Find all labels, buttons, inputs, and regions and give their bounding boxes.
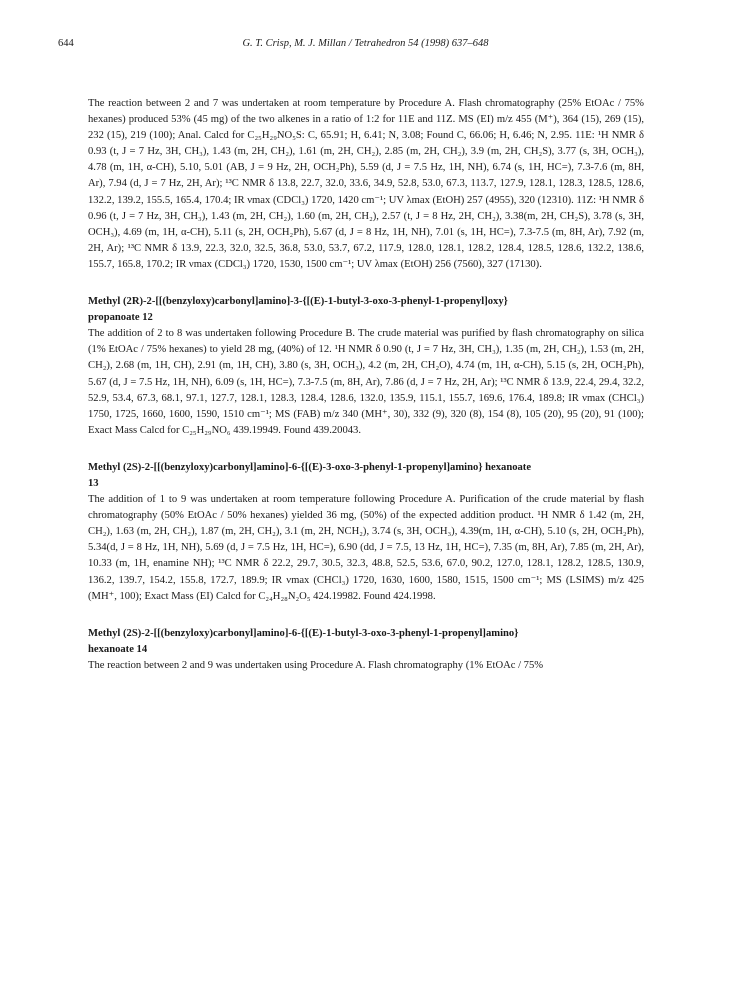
running-title: G. T. Crisp, M. J. Millan / Tetrahedron 54 (1998) 637–648: [242, 38, 489, 49]
section-paragraph: The addition of 1 to 9 was undertaken at room temperature following Procedure A. Purification of the crude material by flash chromatography (50% EtOAc / 50% hexanes) yielded 36 mg, (50%) of the expected addition product. ¹H NMR δ 1.42 (m, 2H, CH₂), 1.63 (m, 2H, CH₂), 1.87 (m, 2H, CH₂), 3.1 (m, 2H, NCH₂), 3.74 (s, 3H, OCH₃), 4.39(m, 1H, α-CH), 5.10 (s, 2H, OCH₂Ph), 5.34(d, J = 8 Hz, 1H, NH), 5.69 (d, J = 7.5 Hz, 1H, HC=), 6.90 (dd, J = 7.5, 13 Hz, 1H, HC=), 7.35 (m, 8H, Ar), 7.85 (m, 2H, Ar), 10.33 (m, 1H, enamine NH); ¹³C NMR δ 22.2, 29.7, 30.5, 32.3, 48.8, 52.5, 53.6, 67.0, 90.2, 127.0, 128.1, 128.2, 128.5, 130.9, 136.2, 139.7, 154.2, 155.8, 172.7, 189.9; IR νmax (CHCl₃) 1720, 1630, 1600, 1580, 1515, 1500 cm⁻¹; MS (LSIMS) m/z 425 (MH⁺, 100); Exact Mass (EI) Calcd for C₂₄H₂₈N₂O₅ 424.19982. Found 424.1998.: [88, 494, 644, 602]
compound-heading-line: propanoate 12: [88, 312, 153, 324]
compound-heading-line: Methyl (2R)-2-[[(benzyloxy)carbonyl]amino]-3-{[(E)-1-butyl-3-oxo-3-phenyl-1-propenyl]oxy}: [88, 296, 508, 308]
page-number: 644: [58, 38, 74, 49]
section-paragraph: The addition of 2 to 8 was undertaken following Procedure B. The crude material was purified by flash chromatography on silica (1% EtOAc / 75% hexanes) to yield 28 mg, (40%) of 12. ¹H NMR δ 0.90 (t, J = 7 Hz, 3H, CH₃), 1.35 (m, 2H, CH₂), 1.53 (m, 2H, CH₂), 2.68 (m, 1H, CH), 2.91 (m, 1H, CH), 3.80 (s, 3H, OCH₃), 4.2 (m, 2H, CH₂O), 4.74 (m, 1H, α-CH), 5.15 (s, 2H, OCH₂Ph), 5.67 (d, J = 7.5 Hz, 1H, NH), 6.09 (s, 1H, HC=), 7.3-7.5 (m, 8H, Ar), 7.86 (d, J = 7 Hz, 2H, Ar); ¹³C NMR δ 13.9, 22.4, 29.4, 32.2, 52.9, 53.4, 67.3, 68.1, 97.1, 127.7, 128.1, 128.3, 128.4, 128.6, 132.0, 135.9, 115.1, 155.7, 169.6, 176.4, 189.8; IR νmax (CHCl₃) 1750, 1725, 1660, 1600, 1590, 1510 cm⁻¹; MS (FAB) m/z 340 (MH⁺, 30), 332 (9), 320 (8), 154 (8), 105 (20), 95 (20), 91 (100); Exact Mass Calcd for C₂₅H₂₉NO₆ 439.19949. Found 439.20043.: [88, 328, 644, 436]
section-paragraph: The reaction between 2 and 9 was undertaken using Procedure A. Flash chromatography (1% EtOAc / 75%: [88, 659, 544, 671]
compound-heading-line: Methyl (2S)-2-[[(benzyloxy)carbonyl]amino]-6-{[(E)-1-butyl-3-oxo-3-phenyl-1-propenyl]amino}: [88, 627, 519, 639]
compound-heading-line: 13: [88, 477, 99, 489]
section-paragraph: The reaction between 2 and 7 was undertaken at room temperature by Procedure A. Flash chromatography (25% EtOAc / 75% hexanes) produced 53% (45 mg) of the two alkenes in a ratio of 1:2 for 11E and 11Z. MS (EI) m/z 455 (M⁺), 364 (15), 269 (15), 232 (15), 219 (100); Anal. Calcd for C₂₅H₂₉NO₅S: C, 65.91; H, 6.41; N, 3.08; Found C, 66.06; H, 6.46; N, 2.95. 11E: ¹H NMR δ 0.93 (t, J = 7 Hz, 3H, CH₃), 1.43 (m, 2H, CH₂), 1.61 (m, 2H, CH₂), 2.85 (m, 2H, CH₂), 3.9 (m, 2H, CH₂S), 3.77 (s, 3H, OCH₃), 4.78 (m, 1H, α-CH), 5.10, 5.01 (AB, J = 9 Hz, 2H, OCH₂Ph), 5.59 (d, J = 7.5 Hz, 1H, NH), 6.74 (s, 1H, HC=), 7.3-7.6 (m, 8H, Ar), 7.94 (d, J = 7 Hz, 2H, Ar); ¹³C NMR δ 13.8, 22.7, 32.0, 33.6, 34.9, 52.8, 53.0, 67.3, 113.7, 127.9, 128.1, 128.3, 128.5, 128.6, 132.2, 139.2, 155.5, 165.4, 170.4; IR νmax (CDCl₃) 1720, 1420 cm⁻¹; UV λmax (EtOH) 257 (4955), 320 (12310). 11Z: ¹H NMR δ 0.96 (t, J = 7 Hz, 3H, CH₃), 1.43 (m, 2H, CH₂), 1.60 (m, 2H, CH₂), 2.57 (t, J = 8 Hz, 2H, CH₂), 3.38(m, 2H, CH₂S), 3.78 (s, 3H, OCH₃), 4.69 (m, 1H, α-CH), 5.11 (s, 2H, OCH₂Ph), 5.67 (d, J = 8 Hz, 1H, NH), 7.01 (s, 1H, HC=), 7.3-7.5 (m, 8H, Ar), 7.92 (m, 2H, Ar); ¹³C NMR δ 13.9, 22.3, 32.0, 32.5, 36.8, 53.0, 53.7, 67.2, 117.9, 128.0, 128.1, 128.2, 128.4, 128.5, 128.6, 132.2, 138.6, 155.7, 165.8, 170.2; IR νmax (CDCl₃) 1720, 1530, 1500 cm⁻¹; UV λmax (EtOH) 256 (7560), 327 (17130).: [88, 98, 644, 270]
page-header: [58, 38, 673, 54]
compound-heading-line: Methyl (2S)-2-[[(benzyloxy)carbonyl]amino]-6-{[(E)-3-oxo-3-phenyl-1-propenyl]amino} hexanoate: [88, 461, 532, 473]
article-body: [88, 96, 644, 674]
compound-heading-line: hexanoate 14: [88, 643, 148, 655]
